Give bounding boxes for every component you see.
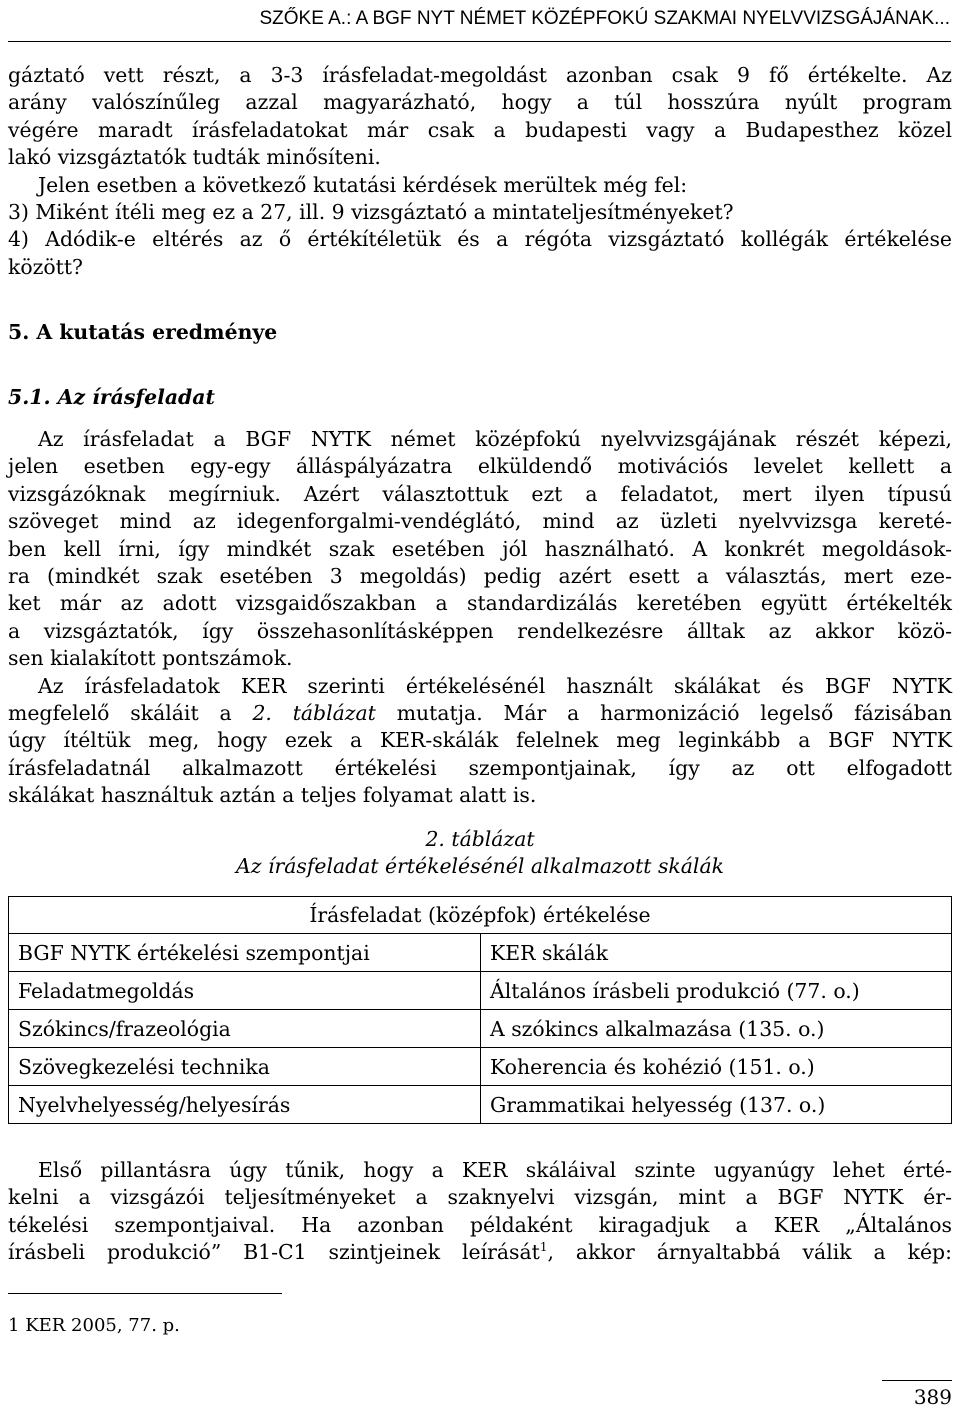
- text-fragment: megfelelő skáláit a: [8, 701, 232, 726]
- table-cell-criterion: Szövegkezelési technika: [9, 1048, 481, 1086]
- text-line: [8, 1239, 952, 1266]
- table-cell-criterion: Szókincs/frazeológia: [9, 1010, 481, 1048]
- research-question: között?: [8, 254, 83, 279]
- table-row: [9, 934, 952, 972]
- text-line: kelni a vizsgázói teljesítményeket a szaknyelvi vizsgán, mint a BGF NYTK ér-: [8, 1185, 952, 1210]
- table-row: [9, 1048, 952, 1086]
- table-cell-scale: Koherencia és kohézió (151. o.): [481, 1048, 952, 1086]
- running-header: SZŐKE A.: A BGF NYT NÉMET KÖZÉPFOKÚ SZAKMAI NYELVVIZSGÁJÁNAK...: [259, 8, 950, 29]
- table-row: [9, 1086, 952, 1124]
- footnote-rule: [8, 1293, 282, 1294]
- table-cell-scale: KER skálák: [481, 934, 952, 972]
- text-line: végére maradt írásfeladatokat már csak a budapesti vagy a Budapesthez közel: [8, 117, 952, 142]
- text-line: írásfeladatnál alkalmazott értékelési szempontjainak, így az ott elfogadott: [8, 755, 952, 780]
- footnote-text: KER 2005, 77. p.: [25, 1315, 180, 1336]
- table-row: [9, 972, 952, 1010]
- text-line: gáztató vett részt, a 3-3 írásfeladat-megoldást azonban csak 9 fő értékelte. Az: [8, 63, 952, 87]
- page-number-rule: [882, 1380, 952, 1381]
- table-cell-criterion: Nyelvhelyesség/helyesírás: [9, 1086, 481, 1124]
- intro-paragraph: [8, 62, 952, 281]
- research-questions-intro: Jelen esetben a következő kutatási kérdések merültek még fel:: [38, 172, 688, 197]
- table-header-row: [9, 897, 952, 934]
- text-line: ra (mindkét szak esetében 3 megoldás) pedig azért esett a választás, mert eze-: [8, 564, 952, 589]
- text-line: ben kell írni, így mindkét szak esetében jól használható. A konkrét megoldások-: [8, 536, 952, 561]
- table-cell-criterion: Feladatmegoldás: [9, 972, 481, 1010]
- table-number: 2. táblázat: [425, 827, 535, 851]
- text-line: lakó vizsgáztatók tudták minősíteni.: [8, 145, 381, 170]
- text-line: skálákat használtuk aztán a teljes folyamat alatt is.: [8, 783, 537, 808]
- text-fragment: írásbeli produkció” B1-C1 szintjeinek leírását: [8, 1240, 540, 1265]
- text-line: [8, 700, 952, 727]
- page-number: 389: [913, 1385, 952, 1409]
- text-line: tékelési szempontjaival. Ha azonban példaként kiragadjuk a KER „Általános: [8, 1212, 952, 1237]
- text-line: szöveget mind az idegenforgalmi-vendéglátó, mind az üzleti nyelvvizsga kereté-: [8, 509, 952, 534]
- closing-paragraph: [8, 1157, 952, 1267]
- subsection-title: 5.1. Az írásfeladat: [8, 385, 215, 409]
- table-caption: Az írásfeladat értékelésénél alkalmazott skálák: [236, 854, 724, 878]
- text-fragment: , akkor árnyaltabbá válik a kép:: [547, 1240, 952, 1265]
- table-cell-criterion: BGF NYTK értékelési szempontjai: [9, 934, 481, 972]
- footnote-reference[interactable]: 1: [539, 1240, 548, 1255]
- text-line: Az írásfeladat a BGF NYTK német középfokú nyelvvizsgájának részét képezi,: [38, 427, 952, 451]
- text-line: arány valószínűleg azzal magyarázható, hogy a túl hosszúra nyúlt program: [8, 90, 952, 115]
- text-line: vizsgázóknak megírniuk. Azért választottuk ezt a feladatot, mert ilyen típusú: [8, 481, 952, 506]
- research-question: 4) Adódik-e eltérés az ő értékítéletük és a régóta vizsgáztató kollégák értékelése: [8, 227, 952, 252]
- footnote: [8, 1314, 180, 1338]
- text-fragment: mutatja. Már a harmonizáció legelső fázisában: [396, 701, 953, 726]
- section-title: 5. A kutatás eredménye: [8, 320, 278, 344]
- text-line: úgy ítéltük meg, hogy ezek a KER-skálák felelnek meg leginkább a BGF NYTK: [8, 728, 952, 753]
- text-line: a vizsgáztatók, így összehasonlításképpen rendelkezésre álltak az akkor közö-: [8, 618, 952, 643]
- text-line: ket már az adott vizsgaidőszakban a standardizálás keretében együtt értékelték: [8, 591, 952, 616]
- header-rule: [8, 41, 951, 42]
- text-line: sen kialakított pontszámok.: [8, 646, 293, 671]
- table-reference: 2. táblázat: [252, 701, 376, 726]
- text-line: jelen esetben egy-egy álláspályázatra elküldendő motivációs levelet kellett a: [8, 454, 952, 479]
- table-cell-scale: Általános írásbeli produkció (77. o.): [481, 972, 952, 1010]
- table-row: [9, 1010, 952, 1048]
- text-line: Az írásfeladatok KER szerinti értékelésénél használt skálákat és BGF NYTK: [38, 673, 952, 698]
- footnote-marker: 1: [8, 1315, 20, 1336]
- body-text: [8, 426, 952, 810]
- table-cell-scale: A szókincs alkalmazása (135. o.): [481, 1010, 952, 1048]
- table-header-cell: Írásfeladat (középfok) értékelése: [9, 897, 952, 934]
- scales-table: [8, 896, 952, 1124]
- research-question: 3) Miként ítéli meg ez a 27, ill. 9 vizsgáztató a mintateljesítményeket?: [8, 200, 734, 225]
- table-cell-scale: Grammatikai helyesség (137. o.): [481, 1086, 952, 1124]
- text-line: Első pillantásra úgy tűnik, hogy a KER skáláival szinte ugyanúgy lehet érté-: [38, 1158, 952, 1182]
